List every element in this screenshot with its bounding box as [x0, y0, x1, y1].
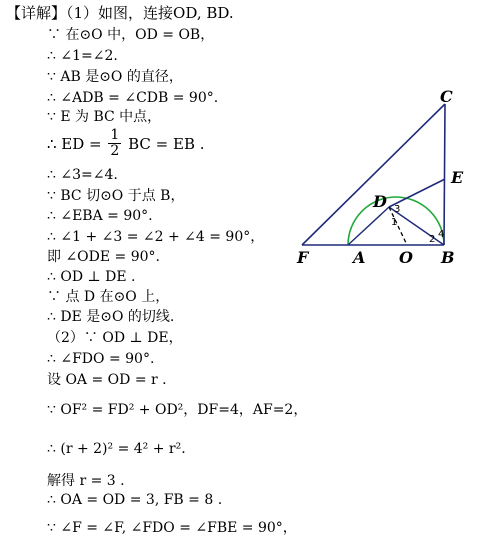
solution-header: 【详解】（1）如图，连接OD, BD.	[6, 4, 234, 22]
fraction-equation	[47, 128, 205, 158]
label-a: A	[353, 248, 366, 267]
text-line: ∴ ∠3=∠4.	[47, 167, 118, 183]
label-f: F	[297, 248, 309, 267]
text-line: ∵ AB 是⊙O 的直径，	[47, 69, 183, 85]
angle-3-label: 3	[394, 204, 401, 215]
line-fc	[302, 104, 445, 245]
text-line: ∴ DE 是⊙O 的切线.	[47, 309, 175, 325]
text-line: ∴ ∠EBA = 90°.	[47, 208, 153, 224]
segment-de	[389, 179, 445, 207]
text-line: ∵ BC 切⊙O 于点 B，	[47, 188, 185, 204]
text-line: ∴ ∠1=∠2.	[47, 48, 118, 64]
text-line: ∴ (r + 2)² = 4² + r².	[47, 441, 186, 457]
text-line: ∵ 在⊙O 中，OD = OB，	[47, 27, 215, 43]
angle-2-label: 2	[429, 234, 436, 245]
fraction-denominator: 2	[110, 143, 120, 159]
text-line: ∵ OF² = FD² + OD²，DF=4，AF=2，	[47, 402, 308, 418]
segment-ad	[348, 207, 389, 245]
text-line: ∵ ∠F = ∠F, ∠FDO = ∠FBE = 90°，	[47, 520, 297, 536]
label-b: B	[441, 248, 455, 267]
text-line: 设 OA = OD = r .	[47, 372, 167, 388]
text-line: ∵ 点 D 在⊙O 上，	[47, 289, 170, 305]
text-line: ∴ ∠ADB = ∠CDB = 90°.	[47, 90, 219, 106]
label-c: C	[440, 87, 453, 106]
angle-4-label: 4	[438, 229, 445, 240]
fraction-prefix: ∴ ED =	[47, 134, 102, 153]
text-line: 即 ∠ODE = 90°.	[47, 249, 160, 265]
geometry-figure	[290, 85, 495, 275]
label-o: O	[399, 248, 413, 267]
fraction-numerator: 1	[110, 127, 120, 143]
text-line: ∴ ∠1 + ∠3 = ∠2 + ∠4 = 90°，	[47, 229, 265, 245]
text-line: ∴ OA = OD = 3, FB = 8 .	[47, 492, 223, 508]
label-e: E	[451, 168, 464, 187]
fraction	[108, 128, 121, 159]
text-line: 解得 r = 3 .	[47, 473, 125, 489]
label-d: D	[373, 192, 387, 211]
text-line: （2）∵ OD ⊥ DE，	[47, 330, 183, 346]
text-line: ∴ OD ⊥ DE .	[47, 269, 136, 285]
text-line: ∵ E 为 BC 中点，	[47, 109, 162, 125]
text-line: ∴ ∠FDO = 90°.	[47, 351, 155, 367]
segment-bc	[444, 104, 445, 245]
angle-1-label: 1	[391, 217, 398, 228]
fraction-suffix: BC = EB .	[128, 134, 205, 153]
